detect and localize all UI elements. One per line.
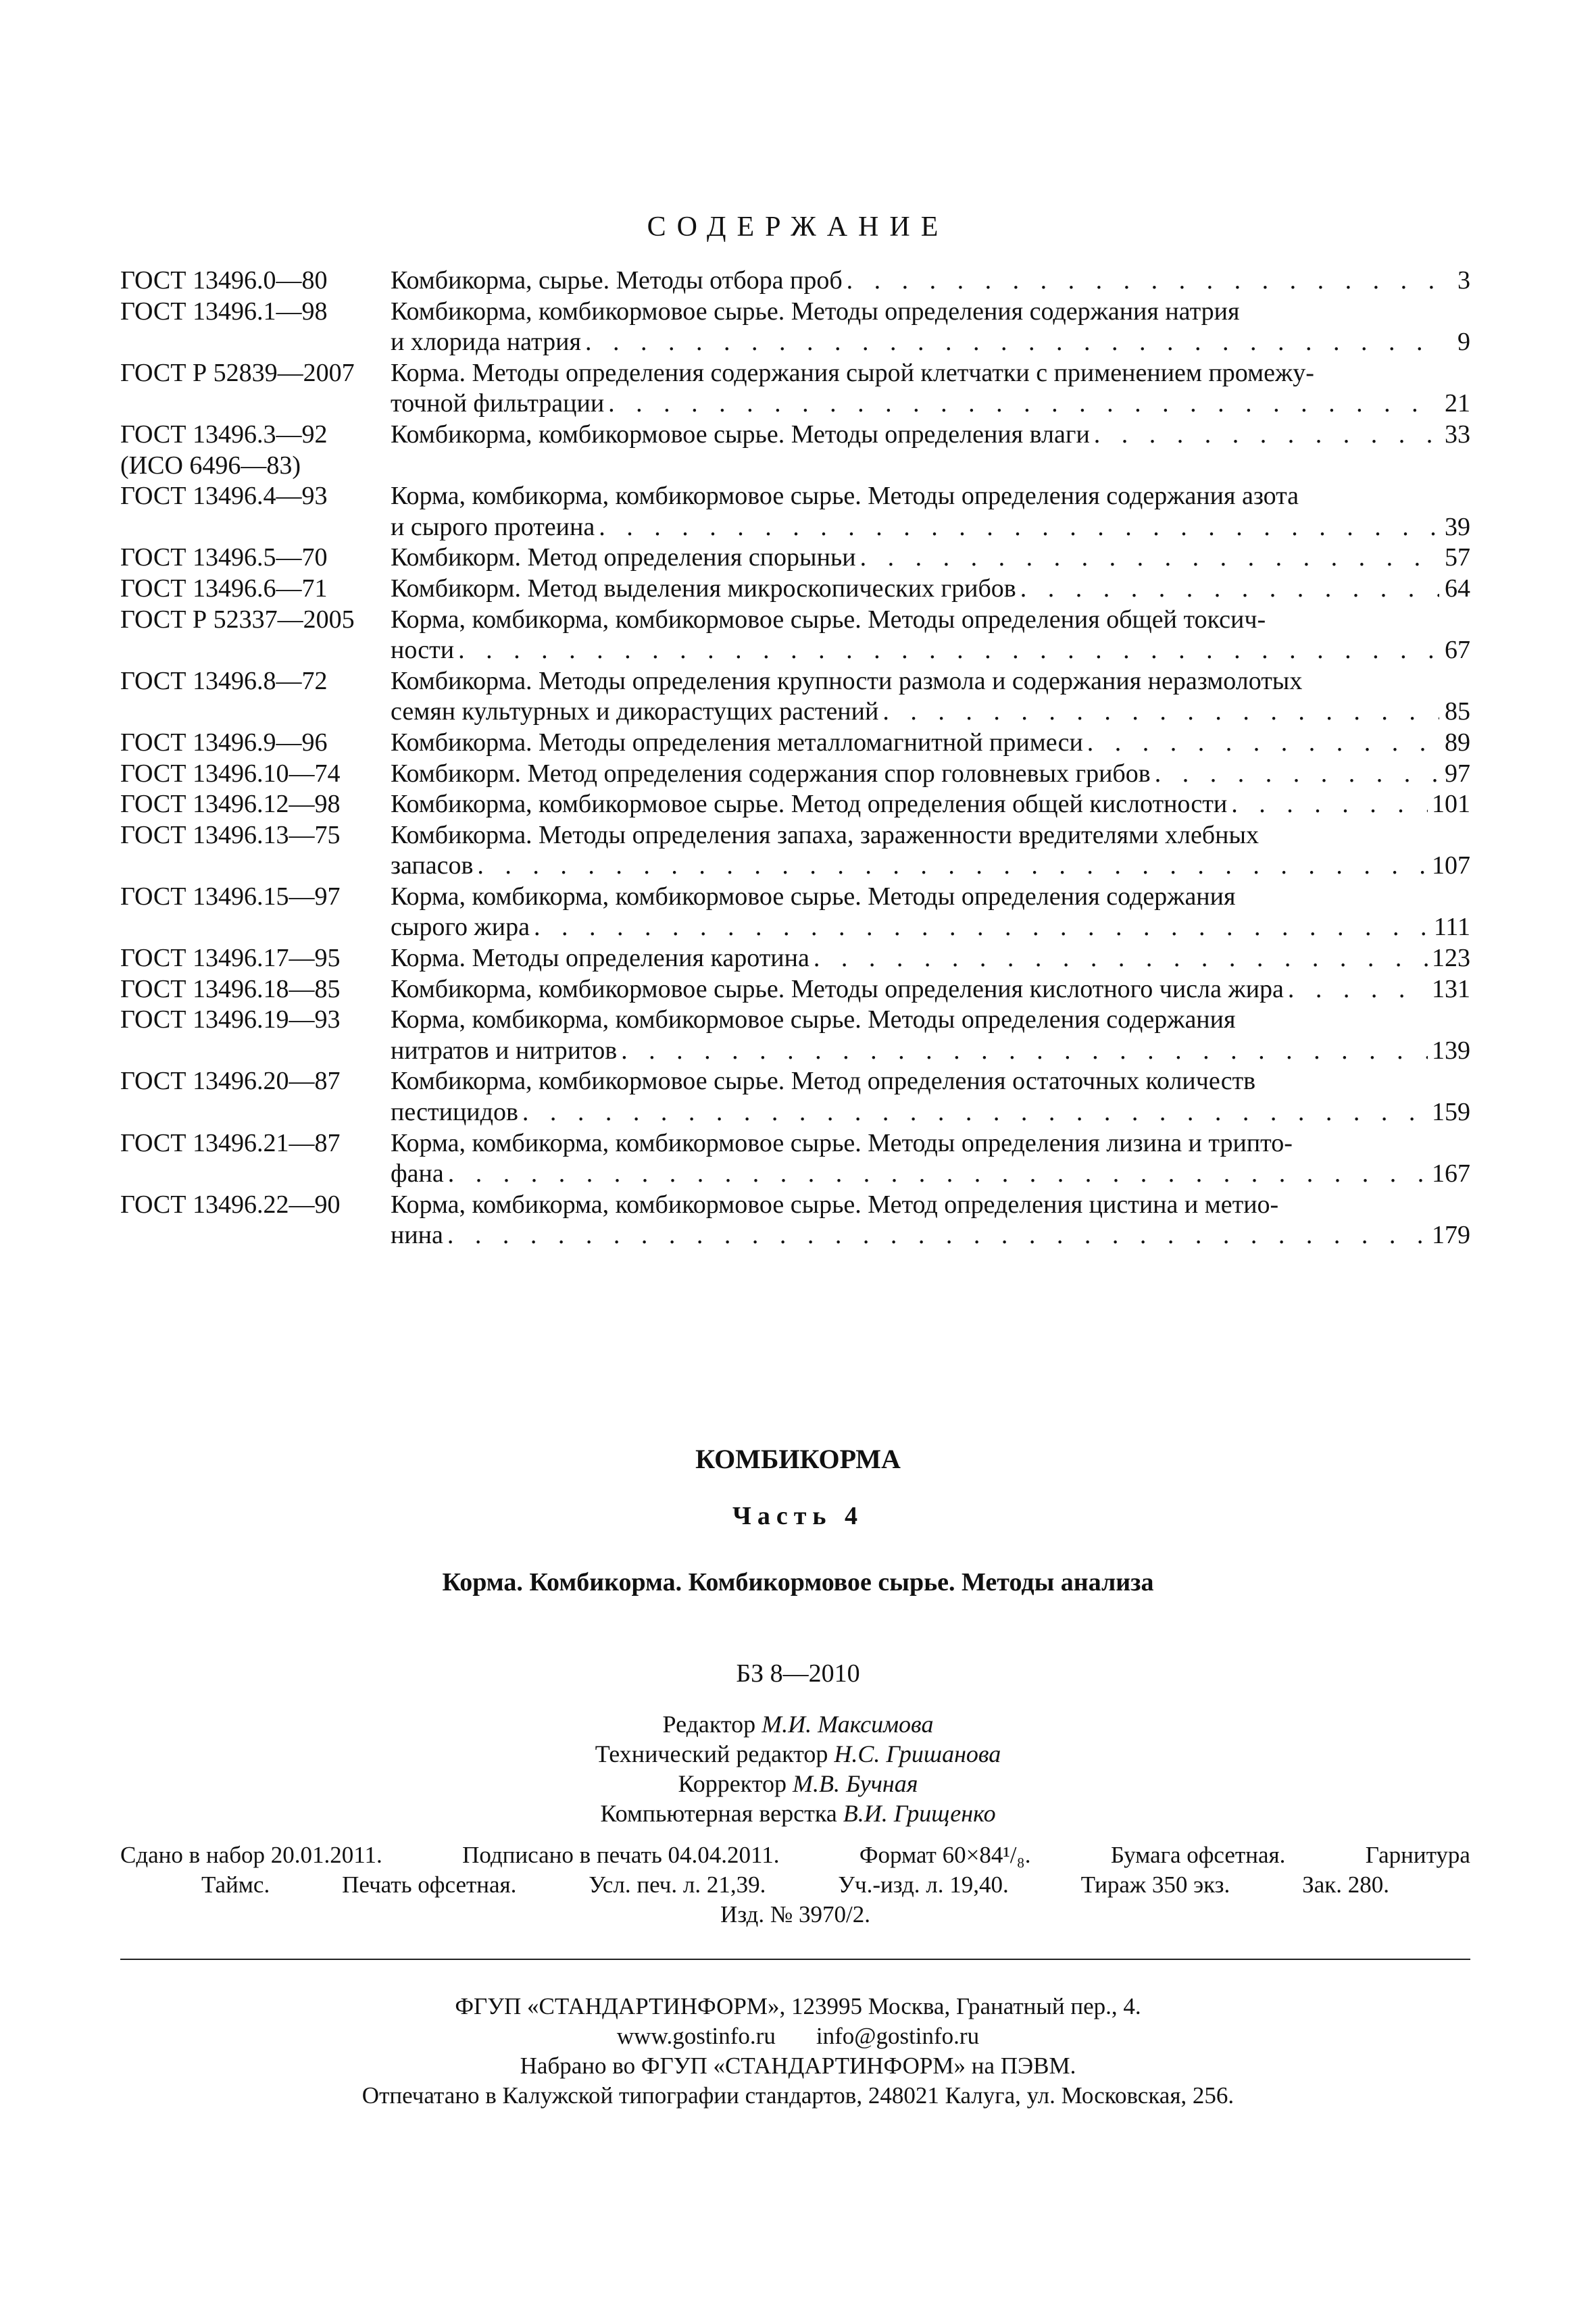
publisher-site: www.gostinfo.ru: [616, 2023, 776, 2049]
bz-number: БЗ 8—2010: [736, 1659, 860, 1688]
toc-entry: [120, 605, 1470, 666]
imprint-item: Формат 60×84¹/₈.: [859, 1842, 1031, 1868]
toc-entry-code: [120, 789, 391, 820]
toc-page-number: 179: [1432, 1221, 1470, 1250]
credit-row: [0, 1739, 1596, 1769]
toc-desc-last-line: [391, 266, 1470, 297]
toc-code-line: ГОСТ 13496.4—93: [120, 482, 328, 511]
credits-block: [0, 1709, 1596, 1828]
toc-entry-description: [391, 789, 1470, 820]
toc-code-line: ГОСТ 13496.20—87: [120, 1067, 341, 1096]
credit-role: Компьютерная верстка: [600, 1800, 837, 1827]
toc-page-number: 67: [1445, 636, 1470, 665]
toc-entry-description: [391, 266, 1470, 297]
toc-code-line: ГОСТ 13496.21—87: [120, 1128, 341, 1157]
toc-desc-line: Комбикорма, комбикормовое сырье. Метод определения общей кислотности: [391, 790, 1228, 819]
toc-entry-description: [391, 1190, 1470, 1251]
toc-desc-line: нитратов и нитритов: [391, 1036, 618, 1065]
toc-entry: [120, 358, 1470, 420]
credit-name: В.И. Грищенко: [843, 1800, 996, 1827]
toc-desc-last-line: [391, 974, 1470, 1005]
publisher-block: [0, 1992, 1596, 2111]
credit-name: М.В. Бучная: [792, 1770, 918, 1797]
toc-page-number: 33: [1445, 420, 1470, 449]
toc-desc-last-line: [391, 543, 1470, 574]
toc-leader-dots: [585, 327, 1439, 358]
toc-page-number: 131: [1432, 974, 1470, 1003]
toc-leader-dots: [458, 635, 1439, 666]
toc-leader-dots: [608, 388, 1439, 420]
toc-desc-line: Корма, комбикорма, комбикормовое сырье. Методы определения лизина и трипто-: [391, 1128, 1293, 1157]
toc-desc-line: ности: [391, 636, 455, 665]
imprint-item: Усл. печ. л. 21,39.: [589, 1871, 766, 1898]
toc-desc-line: Корма, комбикорма, комбикормовое сырье. Методы определения общей токсич-: [391, 605, 1266, 634]
toc-entry-code: [120, 1190, 391, 1221]
toc-desc-line: Корма. Методы определения содержания сырой клетчатки с применением промежу-: [391, 358, 1314, 387]
toc-code-line: ГОСТ 13496.22—90: [120, 1190, 341, 1219]
toc-leader-dots: [814, 943, 1428, 974]
toc-entry-description: [391, 481, 1470, 543]
toc-entry-description: [391, 882, 1470, 943]
toc-entry-description: [391, 543, 1470, 574]
toc-entry: [120, 481, 1470, 543]
toc-entry: [120, 820, 1470, 882]
toc-desc-last-line: [391, 635, 1470, 666]
toc-entry-description: [391, 820, 1470, 882]
toc-entry-code: [120, 358, 391, 389]
toc-entry: [120, 882, 1470, 943]
toc-desc-last-line: [391, 697, 1470, 728]
toc-code-line: ГОСТ 13496.18—85: [120, 974, 341, 1003]
credit-role: Корректор: [678, 1770, 787, 1797]
toc-desc-last-line: [391, 574, 1470, 605]
credit-role: Редактор: [662, 1711, 756, 1738]
toc-desc-line: сырого жира: [391, 913, 530, 942]
toc-desc-last-line: [391, 388, 1470, 420]
toc-desc-line: семян культурных и дикорастущих растений: [391, 697, 879, 726]
toc-entry-code: [120, 943, 391, 974]
typeset-note: Набрано во ФГУП «СТАНДАРТИНФОРМ» на ПЭВМ.: [520, 2053, 1076, 2079]
toc-page-number: 167: [1432, 1159, 1470, 1188]
toc-entry-code: [120, 759, 391, 790]
toc-entry: [120, 266, 1470, 297]
toc-desc-line: Комбикорма, комбикормовое сырье. Метод определения остаточных количеств: [391, 1067, 1256, 1096]
toc-code-line: ГОСТ 13496.3—92: [120, 420, 328, 449]
toc-page-number: 159: [1432, 1098, 1470, 1127]
imprint-row-1: [120, 1840, 1470, 1870]
toc-code-line: (ИСО 6496—83): [120, 451, 301, 480]
publisher-email: info@gostinfo.ru: [816, 2023, 980, 2049]
toc-desc-line: Комбикорм. Метод определения содержания спор головневых грибов: [391, 759, 1151, 788]
toc-leader-dots: [477, 851, 1428, 882]
toc-page-number: 111: [1433, 913, 1470, 942]
toc-leader-dots: [621, 1036, 1428, 1067]
toc-code-line: ГОСТ 13496.8—72: [120, 666, 328, 695]
toc-desc-last-line: [391, 1097, 1470, 1128]
toc-entry: [120, 943, 1470, 974]
publisher-contacts: [0, 2021, 1596, 2051]
toc-entry-description: [391, 759, 1470, 790]
toc-entry-code: [120, 820, 391, 851]
imprint-item: Тираж 350 экз.: [1080, 1871, 1230, 1898]
toc-code-line: ГОСТ 13496.15—97: [120, 882, 341, 911]
credit-row: [0, 1709, 1596, 1739]
toc-code-line: ГОСТ Р 52337—2005: [120, 605, 355, 634]
toc-desc-line: Комбикорма, комбикормовое сырье. Методы определения влаги: [391, 420, 1090, 449]
toc-leader-dots: [534, 912, 1430, 943]
toc-desc-line: и хлорида натрия: [391, 328, 581, 357]
imprint-item: Печать офсетная.: [342, 1871, 517, 1898]
toc-leader-dots: [599, 512, 1439, 543]
toc-entry-description: [391, 728, 1470, 759]
toc-desc-line: Комбикорм. Метод определения спорыньи: [391, 543, 856, 572]
toc-desc-line: Корма, комбикорма, комбикормовое сырье. Метод определения цистина и метио-: [391, 1190, 1279, 1219]
toc-entry: [120, 297, 1470, 358]
toc-entry-code: [120, 666, 391, 697]
toc-desc-line: Комбикорма. Методы определения металломагнитной примеси: [391, 728, 1083, 757]
credit-name: М.И. Максимова: [762, 1711, 934, 1738]
credit-name: Н.С. Гришанова: [834, 1740, 1001, 1767]
toc-leader-dots: [882, 697, 1439, 728]
toc-code-line: ГОСТ 13496.19—93: [120, 1005, 341, 1034]
toc-desc-line: нина: [391, 1221, 443, 1250]
toc-entry-code: [120, 882, 391, 913]
toc-entry-code: [120, 1128, 391, 1159]
toc-entry-description: [391, 297, 1470, 358]
toc-entry: [120, 574, 1470, 605]
toc-code-line: ГОСТ 13496.0—80: [120, 266, 328, 295]
printed-note: Отпечатано в Калужской типографии стандартов, 248021 Калуга, ул. Московская, 256.: [361, 2082, 1235, 2109]
imprint-item: Уч.-изд. л. 19,40.: [838, 1871, 1009, 1898]
toc-entry-code: [120, 574, 391, 605]
table-of-contents: [120, 266, 1470, 1251]
toc-desc-last-line: [391, 912, 1470, 943]
toc-entry-code: [120, 543, 391, 574]
toc-entry: [120, 420, 1470, 481]
toc-leader-dots: [1288, 974, 1428, 1005]
toc-desc-line: запасов: [391, 851, 474, 880]
toc-entry-description: [391, 1005, 1470, 1066]
toc-desc-line: пестицидов: [391, 1098, 518, 1127]
imprint-item: Таймс.: [201, 1871, 270, 1898]
toc-desc-line: Комбикорма, сырье. Методы отбора проб: [391, 266, 843, 295]
toc-entry-description: [391, 358, 1470, 420]
toc-leader-dots: [448, 1159, 1428, 1190]
toc-desc-last-line: [391, 512, 1470, 543]
toc-desc-line: и сырого протеина: [391, 512, 595, 541]
toc-code-line: ГОСТ 13496.12—98: [120, 790, 341, 819]
imprint-item: Сдано в набор 20.01.2011.: [120, 1842, 382, 1868]
toc-leader-dots: [1094, 420, 1439, 451]
toc-code-line: ГОСТ Р 52839—2007: [120, 358, 355, 387]
toc-page-number: 101: [1432, 790, 1470, 819]
toc-desc-last-line: [391, 327, 1470, 358]
toc-entry-description: [391, 943, 1470, 974]
toc-code-line: ГОСТ 13496.10—74: [120, 759, 341, 788]
toc-page-number: 64: [1445, 574, 1470, 603]
toc-desc-last-line: [391, 728, 1470, 759]
toc-entry: [120, 666, 1470, 728]
toc-desc-line: Комбикорм. Метод выделения микроскопических грибов: [391, 574, 1016, 603]
imprint-item: Бумага офсетная.: [1110, 1842, 1286, 1868]
toc-desc-last-line: [391, 789, 1470, 820]
toc-desc-line: Корма. Методы определения каротина: [391, 944, 809, 973]
toc-entry: [120, 759, 1470, 790]
toc-page-number: 123: [1432, 944, 1470, 973]
credit-row: [0, 1799, 1596, 1828]
toc-page-number: 85: [1445, 697, 1470, 726]
toc-entry-code: [120, 420, 391, 481]
toc-entry-description: [391, 605, 1470, 666]
toc-entry-code: [120, 1005, 391, 1036]
toc-leader-dots: [522, 1097, 1428, 1128]
toc-desc-last-line: [391, 943, 1470, 974]
toc-desc-line: Комбикорма. Методы определения запаха, зараженности вредителями хлебных: [391, 820, 1260, 849]
toc-entry-description: [391, 974, 1470, 1005]
toc-entry-code: [120, 974, 391, 1005]
toc-desc-line: точной фильтрации: [391, 389, 605, 418]
toc-code-line: ГОСТ 13496.1—98: [120, 297, 328, 326]
book-part: Часть 4: [732, 1502, 864, 1530]
toc-code-line: ГОСТ 13496.17—95: [120, 944, 341, 973]
toc-entry: [120, 974, 1470, 1005]
toc-desc-line: Корма, комбикорма, комбикормовое сырье. Методы определения содержания: [391, 1005, 1236, 1034]
toc-entry: [120, 728, 1470, 759]
toc-leader-dots: [1020, 574, 1439, 605]
toc-code-line: ГОСТ 13496.9—96: [120, 728, 328, 757]
imprint-item: Зак. 280.: [1302, 1871, 1389, 1898]
toc-desc-line: Комбикорма, комбикормовое сырье. Методы определения содержания натрия: [391, 297, 1240, 326]
toc-entry: [120, 1190, 1470, 1251]
toc-entry-description: [391, 1128, 1470, 1190]
imprint-row-2: [120, 1870, 1470, 1900]
imprint-item: Гарнитура: [1365, 1842, 1470, 1868]
publisher-address: ФГУП «СТАНДАРТИНФОРМ», 123995 Москва, Гранатный пер., 4.: [455, 1993, 1141, 2019]
imprint-item: Подписано в печать 04.04.2011.: [462, 1842, 780, 1868]
toc-entry: [120, 1128, 1470, 1190]
toc-page-number: 139: [1432, 1036, 1470, 1065]
toc-entry-code: [120, 728, 391, 759]
toc-entry-description: [391, 420, 1470, 451]
toc-desc-last-line: [391, 759, 1470, 790]
toc-entry: [120, 1005, 1470, 1066]
toc-desc-line: Комбикорма. Методы определения крупности размола и содержания неразмолотых: [391, 666, 1303, 695]
toc-leader-dots: [847, 266, 1439, 297]
toc-entry-code: [120, 266, 391, 297]
toc-desc-line: Корма, комбикорма, комбикормовое сырье. Методы определения содержания: [391, 882, 1236, 911]
toc-desc-last-line: [391, 1220, 1470, 1251]
toc-desc-line: фана: [391, 1159, 444, 1188]
toc-entry-description: [391, 1066, 1470, 1128]
divider-line: [120, 1959, 1470, 1960]
toc-desc-line: Корма, комбикорма, комбикормовое сырье. Методы определения содержания азота: [391, 482, 1299, 511]
toc-page-number: 89: [1445, 728, 1470, 757]
toc-page-number: 3: [1457, 266, 1470, 295]
toc-entry: [120, 789, 1470, 820]
toc-leader-dots: [860, 543, 1439, 574]
toc-page-number: 21: [1445, 389, 1470, 418]
book-title: КОМБИКОРМА: [695, 1444, 901, 1474]
toc-desc-last-line: [391, 851, 1470, 882]
credit-role: Технический редактор: [595, 1740, 828, 1767]
toc-leader-dots: [1231, 789, 1428, 820]
toc-page-number: 57: [1445, 543, 1470, 572]
toc-desc-last-line: [391, 1036, 1470, 1067]
toc-code-line: ГОСТ 13496.6—71: [120, 574, 328, 603]
toc-entry: [120, 1066, 1470, 1128]
toc-leader-dots: [447, 1220, 1428, 1251]
toc-desc-last-line: [391, 420, 1470, 451]
toc-code-line: ГОСТ 13496.13—75: [120, 820, 341, 849]
imprint-block: [120, 1840, 1470, 1930]
toc-entry: [120, 543, 1470, 574]
toc-entry-code: [120, 605, 391, 636]
toc-entry-description: [391, 574, 1470, 605]
toc-code-line: ГОСТ 13496.5—70: [120, 543, 328, 572]
toc-desc-last-line: [391, 1159, 1470, 1190]
imprint-row-3: Изд. № 3970/2.: [720, 1901, 870, 1928]
credit-row: [0, 1769, 1596, 1799]
toc-leader-dots: [1087, 728, 1439, 759]
toc-entry-code: [120, 297, 391, 328]
toc-desc-line: Комбикорма, комбикормовое сырье. Методы определения кислотного числа жира: [391, 974, 1284, 1003]
toc-entry-description: [391, 666, 1470, 728]
toc-leader-dots: [1155, 759, 1439, 790]
toc-page-number: 107: [1432, 851, 1470, 880]
book-subtitle: Корма. Комбикорма. Комбикормовое сырье. Методы анализа: [442, 1568, 1154, 1596]
toc-page-number: 39: [1445, 512, 1470, 541]
toc-page-number: 9: [1457, 328, 1470, 357]
toc-entry-code: [120, 481, 391, 512]
toc-entry-code: [120, 1066, 391, 1097]
toc-page-number: 97: [1445, 759, 1470, 788]
toc-title: СОДЕРЖАНИЕ: [647, 211, 949, 243]
